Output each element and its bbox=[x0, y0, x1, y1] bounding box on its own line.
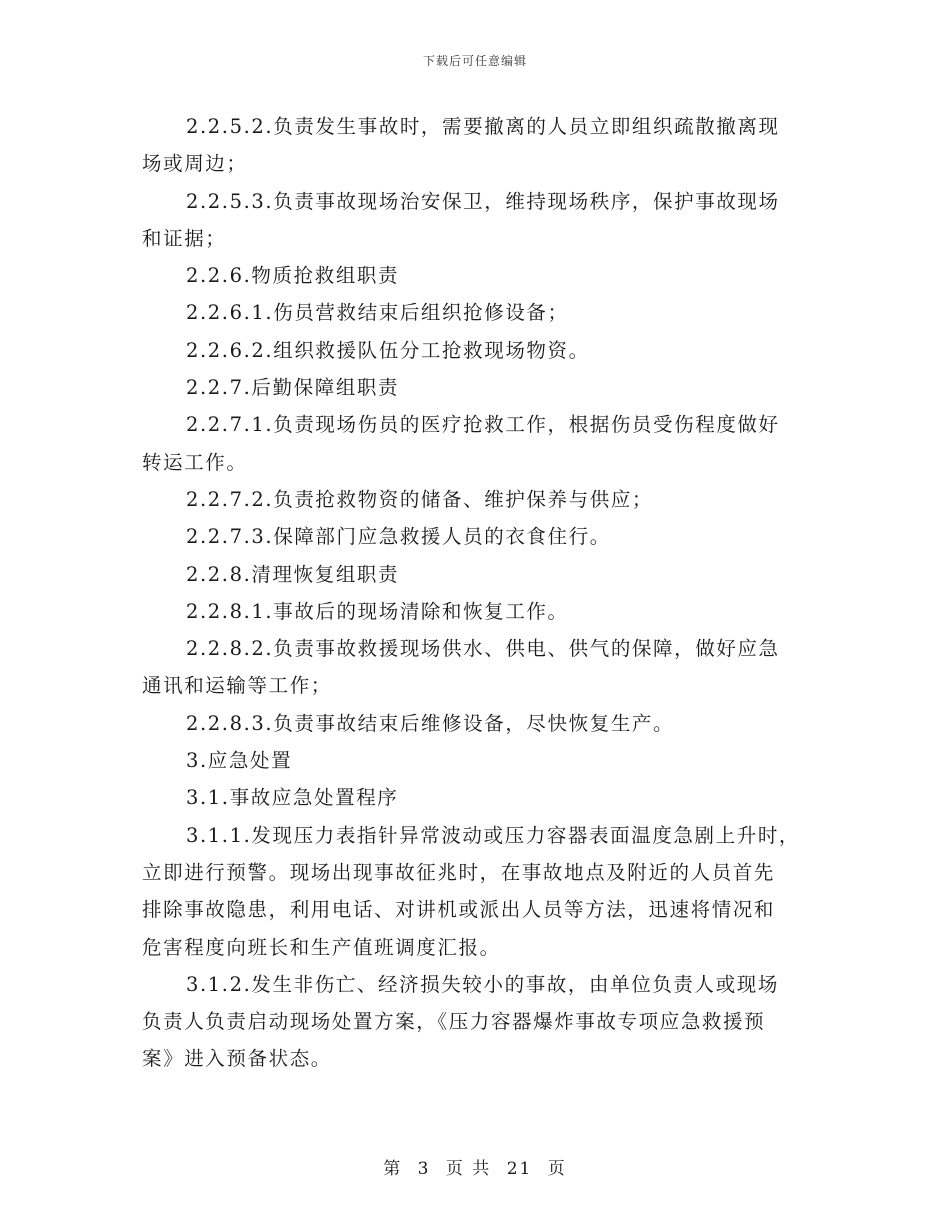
text-line: 2.2.8.3.负责事故结束后维修设备，尽快恢复生产。 bbox=[186, 711, 675, 735]
text-line: 和证据； bbox=[142, 226, 227, 250]
text-line: 2.2.7.1.负责现场伤员的医疗抢救工作，根据伤员受伤程度做好 bbox=[186, 413, 780, 437]
text-line: 2.2.8.清理恢复组职责 bbox=[186, 562, 400, 586]
text-line: 危害程度向班长和生产值班调度汇报。 bbox=[142, 935, 501, 959]
text-line: 场或周边； bbox=[142, 152, 248, 176]
text-line: 负责人负责启动现场处置方案，《压力容器爆炸事故专项应急救援预 bbox=[142, 1010, 766, 1034]
footer-suffix: 页 bbox=[547, 1159, 567, 1179]
text-line: 3.1.2.发生非伤亡、经济损失较小的事故，由单位负责人或现场 bbox=[186, 972, 779, 996]
text-line: 2.2.8.1.事故后的现场清除和恢复工作。 bbox=[186, 599, 569, 623]
text-line: 3.1.1.发现压力表指针异常波动或压力容器表面温度急剧上升时， bbox=[186, 823, 801, 847]
text-line: 2.2.7.后勤保障组职责 bbox=[186, 376, 400, 400]
text-line: 排除事故隐患，利用电话、对讲机或派出人员等方法，迅速将情况和 bbox=[142, 898, 776, 922]
text-line: 2.2.8.2.负责事故救援现场供水、供电、供气的保障，做好应急 bbox=[186, 637, 780, 661]
text-line: 2.2.6.2.组织救援队伍分工抢救现场物资。 bbox=[186, 338, 590, 362]
text-line: 2.2.7.2.负责抢救物资的储备、维护保养与供应； bbox=[186, 487, 654, 511]
footer-total-pages: 21 bbox=[506, 1159, 533, 1179]
text-line: 案》进入预备状态。 bbox=[142, 1047, 332, 1071]
footer-page-number: 3 bbox=[417, 1159, 431, 1179]
document-body bbox=[142, 108, 802, 1078]
text-line: 2.2.5.2.负责发生事故时，需要撤离的人员立即组织疏散撤离现 bbox=[186, 115, 780, 138]
text-line: 3.1.事故应急处置程序 bbox=[186, 786, 399, 810]
text-line: 转运工作。 bbox=[142, 450, 248, 474]
page-header: 下载后可任意编辑 bbox=[422, 54, 527, 68]
text-line: 3.应急处置 bbox=[186, 749, 293, 773]
text-line: 2.2.6.物质抢救组职责 bbox=[186, 264, 400, 288]
text-line: 2.2.7.3.保障部门应急救援人员的衣食住行。 bbox=[186, 525, 611, 549]
page-footer bbox=[0, 1154, 950, 1179]
text-line: 通讯和运输等工作； bbox=[142, 674, 332, 698]
footer-prefix: 第 bbox=[383, 1159, 403, 1179]
footer-middle: 页 共 bbox=[445, 1159, 492, 1179]
text-line: 2.2.6.1.伤员营救结束后组织抢修设备； bbox=[186, 301, 569, 325]
text-line: 立即进行预警。现场出现事故征兆时，在事故地点及附近的人员首先 bbox=[142, 860, 776, 884]
text-line: 2.2.5.3.负责事故现场治安保卫，维持现场秩序，保护事故现场 bbox=[186, 189, 780, 213]
